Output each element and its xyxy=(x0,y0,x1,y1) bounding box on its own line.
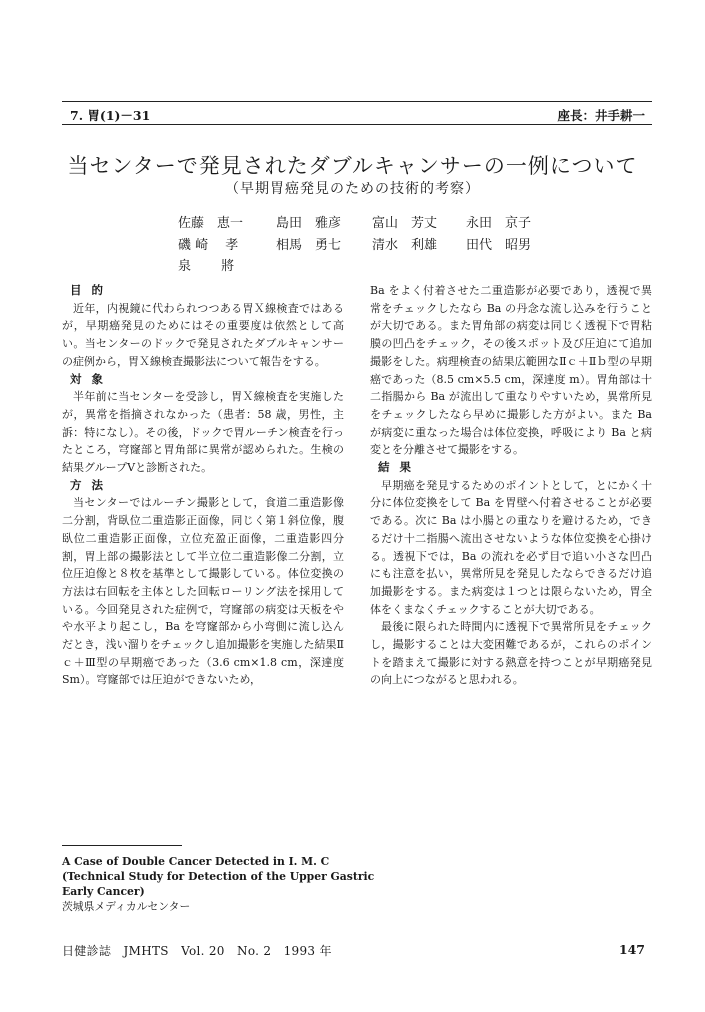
author-row xyxy=(178,235,556,257)
paper-subtitle: （早期胃癌発見のための技術的考察） xyxy=(225,181,480,197)
affiliation: 茨城県メディカルセンター xyxy=(62,900,191,913)
section-heading: 方法 xyxy=(70,477,113,492)
author-list xyxy=(178,213,556,278)
body-paragraph: 近年，内視鏡に代わられつつある胃Ｘ線検査ではあるが，早期癌発見のためにはその重要度は依然として高い。当センターのドックで発見されたダブルキャンサーの症例から，胃Ｘ線検査撮影法について報告をする。 xyxy=(62,301,344,368)
author-name: 永田 京子 xyxy=(466,216,532,231)
author-name: 佐藤 恵一 xyxy=(178,216,244,231)
author-name: 相馬 勇七 xyxy=(276,237,342,253)
body-paragraph: 当センターではルーチン撮影として，食道二重造影像二分割，背臥位二重造影正面像，同じく第１斜位像，腹臥位二重造影正面像，立位充盈正面像，二重造影四分割，胃上部の撮影法として半立位二重造影像二分割，立位圧迫像と８枚を基準として撮影している。体位変換の方法は右回転を主体とした回転ローリング法を採用している。今回発見された症例で，穹窿部の病変は天板をやや水平より起こし，Ba を穹窿部から小弯側に流し込んだとき，浅い溜りをチェックし追加撮影を実施した結果Ⅱｃ＋Ⅲ型の早期癌であった（3.6 cm×1.8 cm，深達度 Sm）。穹窿部では圧迫ができないため， xyxy=(62,496,344,687)
author-name: 島田 雅彦 xyxy=(276,216,342,231)
author-name: 泉 將 xyxy=(178,259,235,274)
paper-title: 当センターで発見されたダブルキャンサーの一例について xyxy=(67,154,638,178)
english-title-line: A Case of Double Cancer Detected in I. M. C xyxy=(62,855,330,868)
section-heading: 結果 xyxy=(378,460,421,475)
author-name: 清水 利雄 xyxy=(372,237,438,253)
session-chair: 座長：井手耕一 xyxy=(557,108,645,123)
footnote-rule xyxy=(62,845,182,846)
section-heading: 目的 xyxy=(70,283,113,297)
body-paragraph: 最後に限られた時間内に透視下で異常所見をチェックし，撮影することは大変困難であるが，これらのポイントを踏まえて撮影に対する熱意を持つことが早期癌発見の向上につながると思われる。 xyxy=(370,620,652,687)
left-column xyxy=(62,282,344,689)
author-name: 磯 崎 孝 xyxy=(178,237,239,253)
journal-footer: 日健診誌 JMHTS Vol. 20 No. 2 1993 年 xyxy=(62,944,332,958)
header-rule-bottom xyxy=(62,124,652,125)
body-paragraph: Ba をよく付着させた二重造影が必要であり，透視で異常をチェックしたなら Ba の丹念な流し込みを行うことが大切である。また胃角部の病変は同じく透視下で胃粘膜の凹凸をチェック，その後スポット及び圧迫にて追加撮影をした。病理検査の結果広範囲なⅡｃ＋Ⅱｂ型の早期癌であった（8.5 cm×5.5 cm，深達度 m）。胃角部は十二指腸から Ba が流出して重なりやすいため，異常所見をチェックしたなら早めに撮影した方がよい。また Ba が病変に重なった場合は体位変換，呼吸により Ba と病変とを分離させて撮影をする。 xyxy=(370,284,652,457)
header-rule-top xyxy=(62,101,652,102)
body-paragraph: 早期癌を発見するためのポイントとして，とにかく十分に体位変換をして Ba を胃壁へ付着させることが必要である。次に Ba は小腸との重なりを避けるため，できるだけ十二指腸へ流出させないような体位変換を心掛ける。透視下では，Ba の流れを必ず目で追い小さな凹凸にも注意を払い，異常所見を発見したならできるだけ追加撮影をする。また病変は１つとは限らないため，胃全体をくまなくチェックすることが大切である。 xyxy=(370,478,652,616)
right-column xyxy=(370,282,652,689)
author-row xyxy=(178,213,556,235)
body-paragraph: 半年前に当センターを受診し，胃Ｘ線検査を実施したが，異常を指摘されなかった（患者：58 歳，男性，主訴：特になし）。その後，ドックで胃ルーチン検査を行ったところ，穹窿部と胃角部に異常が認められた。生検の結果グループⅤと診断された。 xyxy=(62,390,344,475)
english-title-line: (Technical Study for Detection of the Upper Gastric xyxy=(62,870,375,883)
author-name: 富山 芳丈 xyxy=(372,216,438,231)
session-id: 7. 胃(1)－31 xyxy=(70,108,151,123)
footnote xyxy=(62,854,374,914)
author-name: 田代 昭男 xyxy=(466,237,532,253)
english-title-line: Early Cancer) xyxy=(62,885,145,898)
page-number: 147 xyxy=(618,942,645,957)
author-row xyxy=(178,256,556,278)
section-heading: 対象 xyxy=(70,371,113,386)
